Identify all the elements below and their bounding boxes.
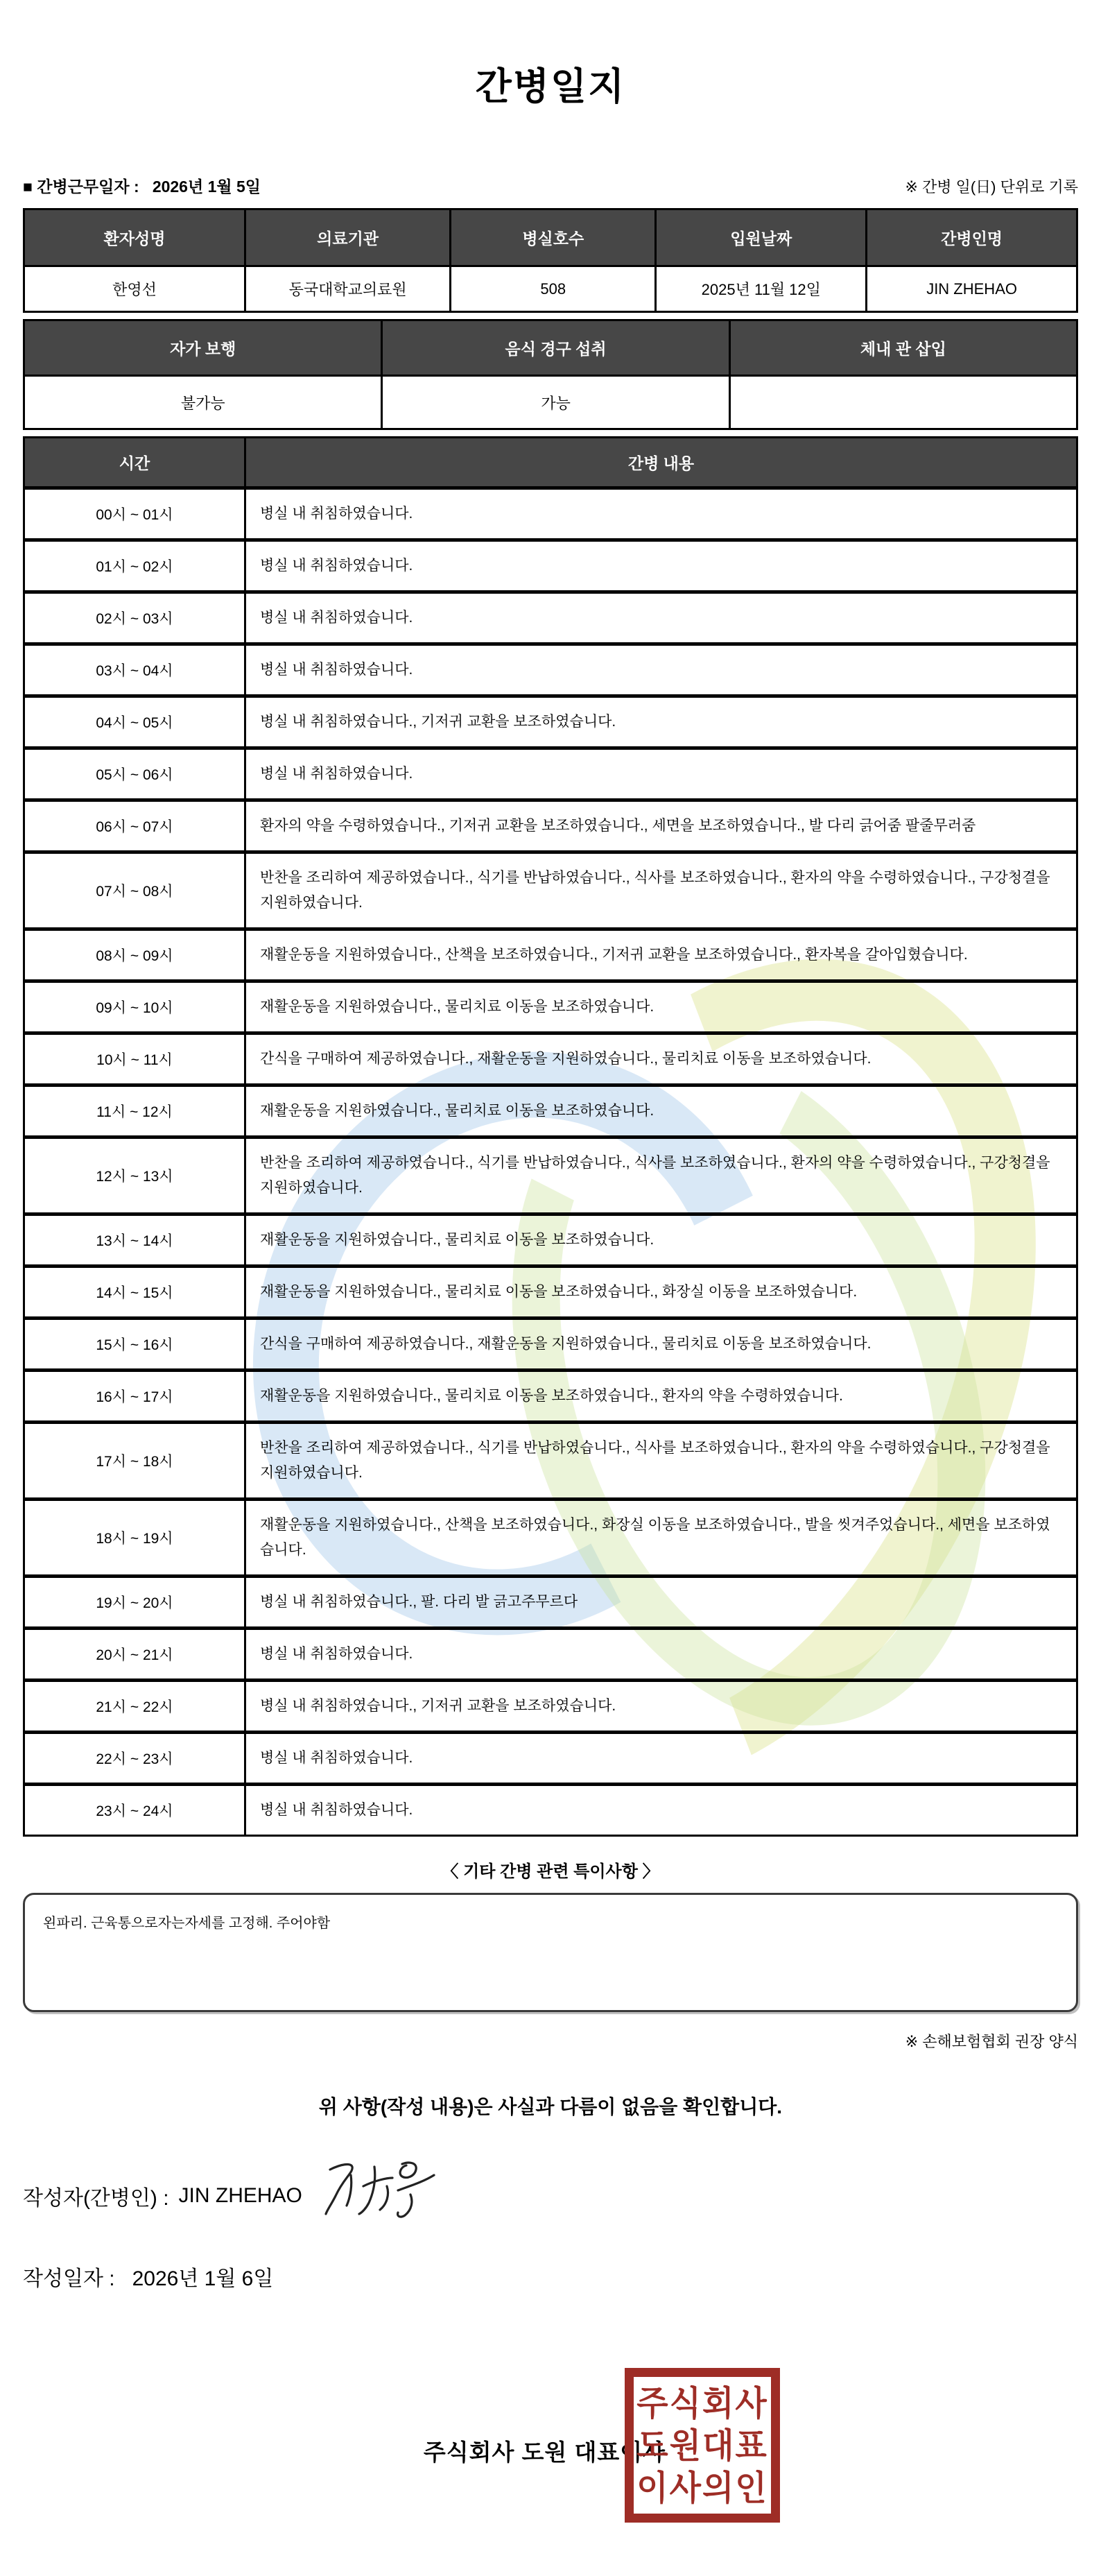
care-content-cell: 환자의 약을 수령하였습니다., 기저귀 교환을 보조하였습니다., 세면을 보조하였습니다., 발 다리 긁어줌 팔줄무러줌 [245,800,1077,852]
notes-box [23,1893,1078,2012]
time-cell: 21시 ~ 22시 [24,1681,245,1733]
care-content-cell: 간식을 구매하여 제공하였습니다., 재활운동을 지원하였습니다., 물리치료 이동을 보조하였습니다. [245,1033,1077,1085]
writer-label: 작성자(간병인) : [23,2187,169,2210]
care-log-row [24,1033,1077,1085]
care-content-cell: 병실 내 취침하였습니다. [245,1785,1077,1836]
patient-info-value-row [24,266,1077,312]
work-date-line [23,174,261,197]
medical-institution-value: 동국대학교의료원 [245,266,450,312]
time-cell: 08시 ~ 09시 [24,929,245,981]
care-log-row [24,1733,1077,1785]
form-standard-note: ※ 손해보험협회 권장 양식 [905,2033,1078,2050]
time-cell: 17시 ~ 18시 [24,1423,245,1500]
care-content-cell: 간식을 구매하여 제공하였습니다., 재활운동을 지원하였습니다., 물리치료 이동을 보조하였습니다. [245,1319,1077,1371]
self-walking-value: 불가능 [24,376,382,429]
care-content-cell: 병실 내 취침하였습니다. [245,1733,1077,1785]
care-content-cell: 병실 내 취침하였습니다. [245,644,1077,696]
confirmation-statement: 위 사항(작성 내용)은 사실과 다름이 없음을 확인합니다. [318,2096,783,2118]
patient-status-value-row [24,376,1077,429]
care-log-row [24,1423,1077,1500]
stamp-line: 이사의인 [636,2468,768,2507]
work-date-label: ■ 간병근무일자 : [23,178,139,196]
care-log-row [24,1629,1077,1681]
patient-status-header-row [24,320,1077,376]
time-cell: 18시 ~ 19시 [24,1500,245,1577]
time-cell: 11시 ~ 12시 [24,1085,245,1137]
written-date-line [23,2261,1078,2292]
patient-name-header: 환자성명 [24,209,245,266]
page-title: 간병일지 [475,66,626,108]
notes-text: 왼파리. 근육통으로자는자세를 고정해. 주어야함 [43,1916,331,1931]
care-content-cell: 병실 내 취침하였습니다., 기저귀 교환을 보조하였습니다. [245,696,1077,748]
care-log-table [23,436,1078,1837]
time-cell: 03시 ~ 04시 [24,644,245,696]
patient-info-header-row [24,209,1077,266]
patient-info-table [23,208,1078,313]
care-log-row [24,644,1077,696]
care-log-row [24,1214,1077,1266]
writer-name: JIN ZHEHAO [178,2184,302,2207]
time-cell: 10시 ~ 11시 [24,1033,245,1085]
time-cell: 09시 ~ 10시 [24,981,245,1033]
tube-insertion-value [729,376,1077,429]
time-cell: 12시 ~ 13시 [24,1137,245,1214]
medical-institution-header: 의료기관 [245,209,450,266]
time-cell: 07시 ~ 08시 [24,852,245,929]
meta-row [23,174,1078,197]
care-log-row [24,1266,1077,1319]
time-cell: 15시 ~ 16시 [24,1319,245,1371]
care-log-header-row [24,438,1077,488]
care-log-row [24,592,1077,644]
room-number-value: 508 [451,266,656,312]
care-log-row [24,800,1077,852]
company-seal-stamp [625,2368,780,2523]
care-log-row [24,1500,1077,1577]
care-log-row [24,852,1077,929]
care-content-cell: 병실 내 취침하였습니다. [245,748,1077,800]
tube-insertion-header: 체내 관 삽입 [729,320,1077,376]
notes-heading: 〈 기타 간병 관련 특이사항 〉 [442,1862,659,1881]
self-walking-header: 자가 보행 [24,320,382,376]
time-header: 시간 [24,438,245,488]
time-cell: 00시 ~ 01시 [24,488,245,540]
care-content-cell: 반찬을 조리하여 제공하였습니다., 식기를 반납하였습니다., 식사를 보조하였습니다., 환자의 약을 수령하였습니다., 구강청결을 지원하였습니다. [245,1423,1077,1500]
stamp-line: 도원대표 [636,2425,768,2465]
care-log-row [24,1085,1077,1137]
care-content-cell: 재활운동을 지원하였습니다., 산책을 보조하였습니다., 기저귀 교환을 보조하였습니다., 환자복을 갈아입혔습니다. [245,929,1077,981]
work-date-value: 2026년 1월 5일 [152,178,261,196]
care-log-row [24,1371,1077,1423]
time-cell: 06시 ~ 07시 [24,800,245,852]
care-content-cell: 병실 내 취침하였습니다. [245,1629,1077,1681]
care-content-cell: 병실 내 취침하였습니다., 팔. 다리 발 긁고주무르다 [245,1577,1077,1629]
care-log-row [24,1681,1077,1733]
caregiver-signature [320,2154,438,2229]
care-log-row [24,488,1077,540]
company-name: 주식회사 도원 대표이사 [423,2439,666,2465]
care-content-cell: 반찬을 조리하여 제공하였습니다., 식기를 반납하였습니다., 식사를 보조하였습니다., 환자의 약을 수령하였습니다., 구강청결을 지원하였습니다. [245,1137,1077,1214]
admission-date-value: 2025년 11월 12일 [656,266,867,312]
time-cell: 22시 ~ 23시 [24,1733,245,1785]
care-log-row [24,1577,1077,1629]
care-log-row [24,929,1077,981]
written-date-value: 2026년 1월 6일 [132,2267,274,2290]
care-content-cell: 재활운동을 지원하였습니다., 물리치료 이동을 보조하였습니다. [245,1214,1077,1266]
care-log-row [24,1137,1077,1214]
time-cell: 13시 ~ 14시 [24,1214,245,1266]
care-content-cell: 재활운동을 지원하였습니다., 물리치료 이동을 보조하였습니다., 화장실 이동을 보조하였습니다. [245,1266,1077,1319]
written-date-label: 작성일자 : [23,2267,115,2290]
caregiver-name-value: JIN ZHEHAO [867,266,1077,312]
time-cell: 23시 ~ 24시 [24,1785,245,1836]
oral-intake-value: 가능 [382,376,729,429]
care-content-cell: 반찬을 조리하여 제공하였습니다., 식기를 반납하였습니다., 식사를 보조하였습니다., 환자의 약을 수령하였습니다., 구강청결을 지원하였습니다. [245,852,1077,929]
time-cell: 04시 ~ 05시 [24,696,245,748]
care-content-cell: 병실 내 취침하였습니다. [245,592,1077,644]
oral-intake-header: 음식 경구 섭취 [382,320,729,376]
care-log-row [24,1785,1077,1836]
time-cell: 16시 ~ 17시 [24,1371,245,1423]
time-cell: 05시 ~ 06시 [24,748,245,800]
care-log-row [24,981,1077,1033]
patient-status-table [23,319,1078,430]
patient-name-value: 한영선 [24,266,245,312]
care-content-cell: 병실 내 취침하였습니다., 기저귀 교환을 보조하였습니다. [245,1681,1077,1733]
writer-line [23,2158,1078,2233]
care-log-row [24,748,1077,800]
care-content-cell: 재활운동을 지원하였습니다., 물리치료 이동을 보조하였습니다., 환자의 약을 수령하였습니다. [245,1371,1077,1423]
care-content-cell: 재활운동을 지원하였습니다., 산책을 보조하였습니다., 화장실 이동을 보조하였습니다., 발을 씻겨주었습니다., 세면을 보조하였습니다. [245,1500,1077,1577]
time-cell: 20시 ~ 21시 [24,1629,245,1681]
care-content-cell: 병실 내 취침하였습니다. [245,488,1077,540]
care-log-document [0,57,1101,2576]
care-log-row [24,540,1077,592]
care-log-row [24,696,1077,748]
care-content-cell: 병실 내 취침하였습니다. [245,540,1077,592]
unit-note: ※ 간병 일(日) 단위로 기록 [905,178,1078,196]
caregiver-name-header: 간병인명 [867,209,1077,266]
room-number-header: 병실호수 [451,209,656,266]
time-cell: 02시 ~ 03시 [24,592,245,644]
care-log-row [24,1319,1077,1371]
time-cell: 14시 ~ 15시 [24,1266,245,1319]
admission-date-header: 입원날짜 [656,209,867,266]
time-cell: 19시 ~ 20시 [24,1577,245,1629]
care-content-cell: 재활운동을 지원하였습니다., 물리치료 이동을 보조하였습니다. [245,1085,1077,1137]
care-content-header: 간병 내용 [245,438,1077,488]
stamp-line: 주식회사 [636,2383,768,2423]
time-cell: 01시 ~ 02시 [24,540,245,592]
care-log-body [24,488,1077,1836]
care-content-cell: 재활운동을 지원하였습니다., 물리치료 이동을 보조하였습니다. [245,981,1077,1033]
